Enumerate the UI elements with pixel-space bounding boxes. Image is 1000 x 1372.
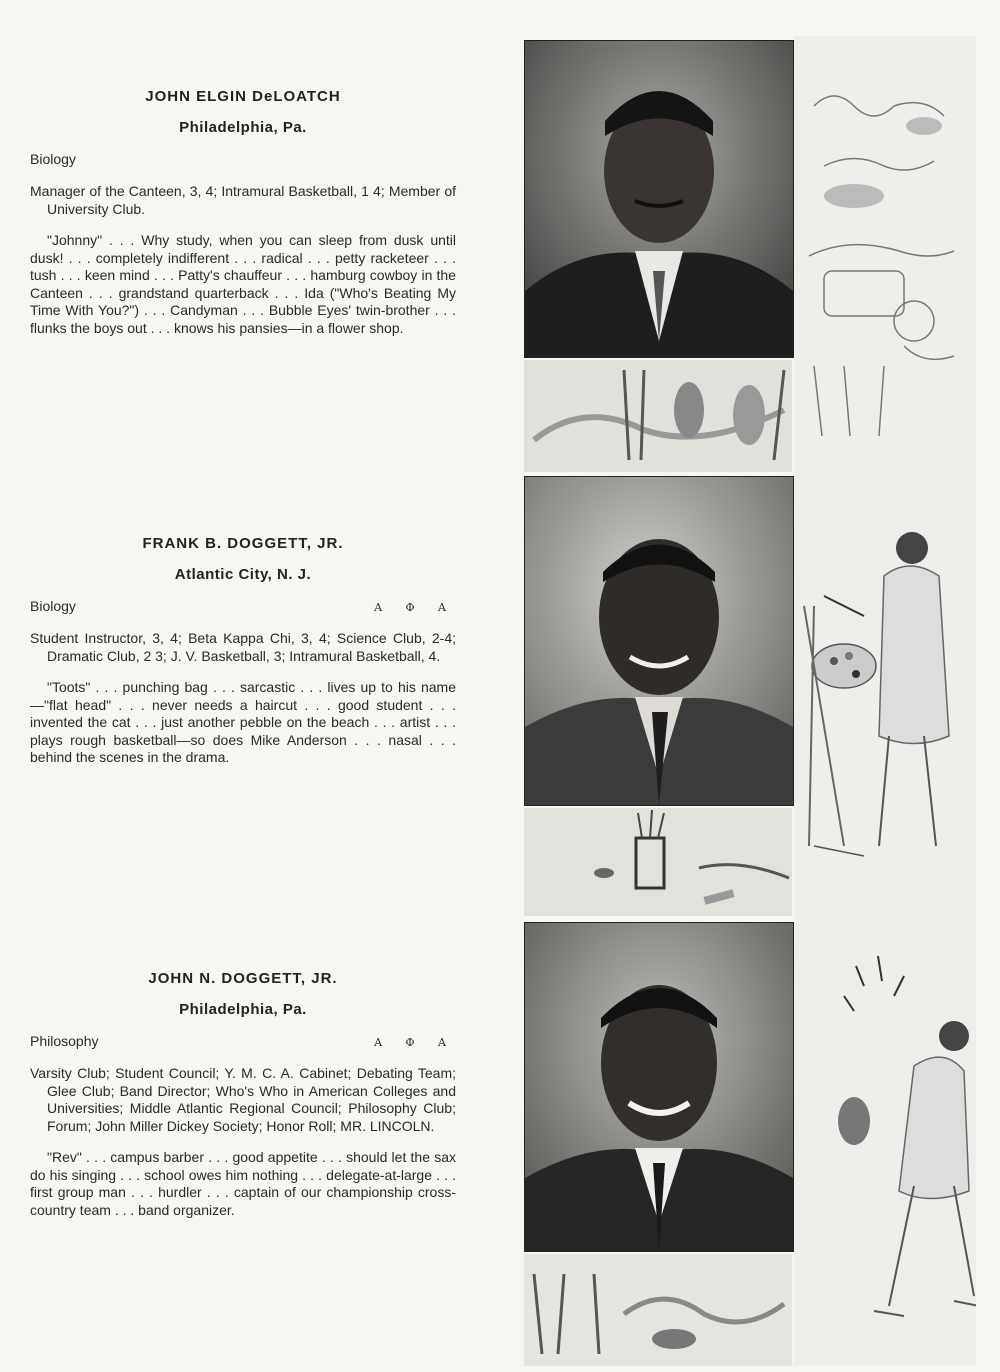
student-major: Philosophy <box>30 1033 99 1049</box>
student-city: Philadelphia, Pa. <box>179 1001 307 1018</box>
student-activities: Manager of the Canteen, 3, 4; Intramural Basketball, 1 4; Member of University Club. <box>30 183 456 217</box>
entry-frank-doggett <box>30 535 456 767</box>
sketch-strip <box>524 808 792 916</box>
student-major: Biology <box>30 598 76 614</box>
student-name: JOHN N. DOGGETT, JR. <box>148 970 338 987</box>
illustration-column <box>524 36 976 1366</box>
sketch-background <box>794 36 976 1366</box>
student-description: "Rev" . . . campus barber . . . good appetite . . . should let the sax do his singing . . . school owes him nothing . . . delegate-at-large . . . first group man . . . hurdler . . . captain of our championship cross-country team . . . band organizer. <box>30 1149 456 1218</box>
sketch-strip <box>524 1254 792 1366</box>
portrait-illustration <box>525 41 793 357</box>
fraternity-letters: Α Φ Α <box>374 601 456 614</box>
sketch-strip <box>524 360 792 472</box>
fraternity-letters: Α Φ Α <box>374 1036 456 1049</box>
sketch-shading-top <box>824 117 942 208</box>
feet-sketch <box>524 360 792 472</box>
student-major: Biology <box>30 151 76 167</box>
portrait-photo <box>524 476 794 806</box>
subject-row <box>30 598 456 614</box>
sketch-doodles-top <box>809 96 954 436</box>
portrait-illustration <box>525 923 793 1251</box>
student-activities: Student Instructor, 3, 4; Beta Kappa Chi, 3, 4; Science Club, 2-4; Dramatic Club, 2 3; J. V. Basketball, 3; Intramural Basketball, 4. <box>30 630 456 664</box>
paint-supplies-sketch <box>524 808 792 916</box>
student-city: Philadelphia, Pa. <box>179 119 307 136</box>
portrait-photo <box>524 40 794 358</box>
saxophone-player-sketch <box>838 956 976 1316</box>
sketch-drawings <box>794 36 976 1366</box>
student-description: "Toots" . . . punching bag . . . sarcastic . . . lives up to his name—"flat head" . . . never needs a haircut . . . good student . . . invented the cat . . . just another pebble on the beach . . . artist . . . plays rough basketball—so does Mike Anderson . . . nasal . . . behind the scenes in the drama. <box>30 679 456 765</box>
portrait-photo <box>524 922 794 1252</box>
painter-figure-sketch <box>804 532 949 856</box>
student-description: "Johnny" . . . Why study, when you can sleep from dusk until dusk! . . . completely indifferent . . . radical . . . petty racketeer . . . tush . . . keen mind . . . Patty's chauffeur . . . hamburg cowboy in the Canteen . . . grandstand quarterback . . . Ida ("Who's Beating My Time With You?") . . . Candyman . . . Bubble Eyes' twin-brother . . . flunks the boys out . . . knows his pansies—in a flower shop. <box>30 232 456 336</box>
student-name: JOHN ELGIN DeLOATCH <box>145 88 341 105</box>
entry-deloatch <box>30 88 456 337</box>
student-activities: Varsity Club; Student Council; Y. M. C. A. Cabinet; Debating Team; Glee Club; Band Director; Who's Who in American Colleges and Universities; Middle Atlantic Regional Council; Philosophy Club; Forum; John Miller Dickey Society; Honor Roll; MR. LINCOLN. <box>30 1065 456 1134</box>
entry-john-doggett <box>30 970 456 1219</box>
subject-row <box>30 1033 456 1049</box>
portrait-illustration <box>525 477 793 805</box>
running-sketch <box>524 1254 792 1366</box>
student-city: Atlantic City, N. J. <box>174 566 312 583</box>
subject-row <box>30 151 456 167</box>
student-name: FRANK B. DOGGETT, JR. <box>142 535 344 552</box>
